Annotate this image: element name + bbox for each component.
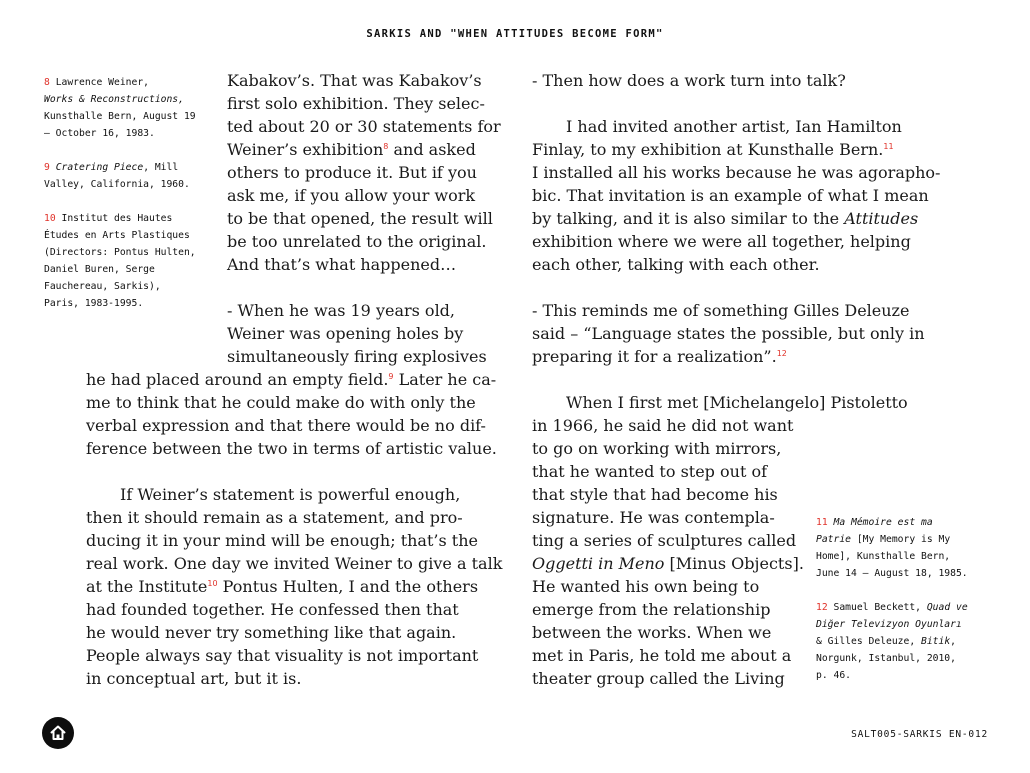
home-icon [49,724,67,742]
footnote-ref-8: 8 [383,142,389,151]
footnote-11: 11 Ma Mémoire est ma Patrie [My Memory is My Home], Kunsthalle Bern, June 14 – August 18, 1985. [816,517,968,579]
footnotes-right [816,514,1006,701]
footnote-ref-9: 9 [388,372,394,381]
footnote-10: 10 Institut des Hautes Études en Arts Plastiques (Directors: Pontus Hulten, Daniel Buren, Serge Fauchereau, Sarkis), Paris, 1983-1995. [44,213,196,309]
patrie-line: Patrie [My Memory is My [816,534,951,545]
beckett-line: Samuel Beckett, Quad ve [833,602,968,613]
footnote-8: 8 Lawrence Weiner, Works & Reconstructions, Kunsthalle Bern, August 19 – October 16, 1983. [44,77,196,139]
cratering-piece-line: Cratering Piece, Mill [55,162,179,173]
page-code: SALT005-SARKIS EN-012 [851,729,988,740]
body-column-left: Kabakov’s. That was Kabakov’s first solo exhibition. They selec- ted about 20 or 30 statements for Weiner’s exhibition$^8$ and asked others to produce it. But if you ask me, if you allow your work to be that opened, the result will be too unrelated to the original. And that’s what happened… - When he was 19 years old, Weiner was opening holes by simultaneously firing explosives he had placed around an empty field.$^9$ Later he ca- me to think that he could make do with only the verbal expression and that there would be no dif- ference between the two in terms of artistic value. If Weiner’s statement is powerful enough, then it should remain as a statement, and pro- ducing it in your mind will be enough; that’s the real work. One day we invited Weiner to give a talk at the Institute$^{10}$ Pontus Hulten, I and the others had founded together. He confessed then that he would never try something like that again. People always say that visuality is not important in conceptual art, but it is. [86,71,503,688]
footnote-9: 9 Cratering Piece, Mill Valley, California, 1960. [44,162,190,190]
running-header: SARKIS AND "WHEN ATTITUDES BECOME FORM" [366,28,664,40]
footnote-12: 12 Samuel Beckett, Quad ve Diğer Televizyon Oyunları & Gilles Deleuze, Bitik, Norgunk, Istanbul, 2010, p. 46. [816,602,968,681]
body-column-right: - Then how does a work turn into talk? I had invited another artist, Ian Hamilton Finlay, to my exhibition at Kunsthalle Bern.$^{11}$ I installed all his works because he was agorapho- bic. That invitation is an example of what I mean by talking, and it is also similar to the Attitudes exhibition where we were all together, helping each other, talking with each other. - This reminds me of something Gilles Deleuze said – “Language states the possible, but only in preparing it for a realization”.$^{12}$ When I first met [Michelangelo] Pistoletto in 1966, he said he did not want to go on working with mirrors, that he wanted to step out of that style that had become his signature. He was contempla- ting a series of sculptures called Oggetti in Meno [Minus Objects]. He wanted his own being to emerge from the relationship between the works. When we met in Paris, he told me about a theater group called the Living [532,71,941,688]
footnote-ref-11: 11 [883,142,894,151]
home-button[interactable] [42,717,74,749]
deleuze-bitik-line: & Gilles Deleuze, Bitik, [816,636,956,647]
footnote-ref-10: 10 [207,579,218,588]
footnote-ref-12: 12 [776,349,787,358]
